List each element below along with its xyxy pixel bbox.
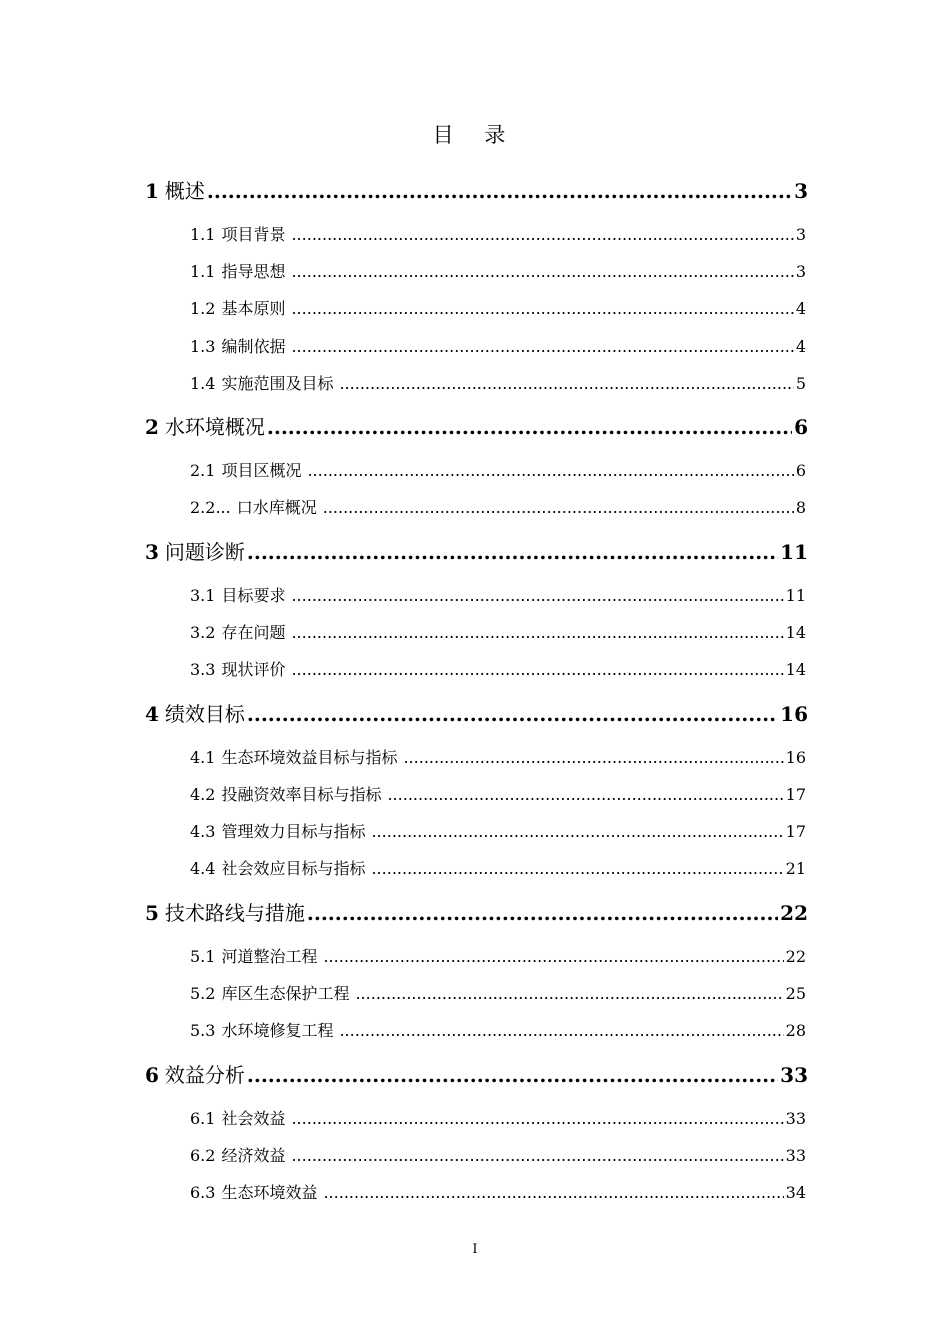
toc-section-entry[interactable] xyxy=(190,222,806,245)
toc-entry-title: 水环境修复工程 xyxy=(221,1021,334,1040)
toc-section-entry[interactable] xyxy=(190,782,806,805)
toc-entry-number: 2 xyxy=(145,415,159,439)
toc-entry-page: 28 xyxy=(785,1021,806,1040)
toc-dot-leader xyxy=(207,179,792,203)
toc-entry-number: 4.4 xyxy=(190,859,216,878)
toc-entry-page: 34 xyxy=(785,1183,806,1202)
toc-entry-label xyxy=(190,1143,285,1166)
toc-entry-title: 编制依据 xyxy=(221,337,286,356)
toc-entry-title: 概述 xyxy=(164,179,205,203)
toc-entry-number: 1.2 xyxy=(190,299,216,318)
toc-entry-label xyxy=(190,371,333,394)
toc-dot-leader xyxy=(371,822,783,841)
toc-dot-leader xyxy=(323,947,783,966)
toc-entry-number: 6.3 xyxy=(190,1183,216,1202)
toc-entry-title: 指导思想 xyxy=(221,262,286,281)
toc-entry-label xyxy=(190,819,365,842)
toc-dot-leader xyxy=(291,1109,783,1128)
toc-dot-leader xyxy=(291,262,793,281)
toc-dot-leader xyxy=(323,1183,783,1202)
toc-section-entry[interactable] xyxy=(190,856,806,879)
toc-entry-title: 社会效应目标与指标 xyxy=(221,859,366,878)
toc-entry-number: 5 xyxy=(145,901,159,925)
toc-section-entry[interactable] xyxy=(190,1018,806,1041)
toc-section-entry[interactable] xyxy=(190,458,806,481)
toc-dot-leader xyxy=(307,901,778,925)
toc-dot-leader xyxy=(247,1063,778,1087)
toc-entry-number: 4 xyxy=(145,702,159,726)
toc-entry-page: 25 xyxy=(785,984,806,1003)
toc-section-entry[interactable] xyxy=(190,334,806,357)
toc-chapter-entry[interactable] xyxy=(145,897,808,926)
toc-dot-leader xyxy=(291,1146,783,1165)
toc-entry-label xyxy=(190,782,381,805)
toc-entry-page: 6 xyxy=(795,461,806,480)
toc-section-entry[interactable] xyxy=(190,296,806,319)
toc-dot-leader xyxy=(291,623,783,642)
toc-entry-title: 技术路线与措施 xyxy=(164,901,305,925)
toc-entry-page: 14 xyxy=(785,660,806,679)
toc-entry-number: 5.2 xyxy=(190,984,216,1003)
toc-dot-leader xyxy=(247,540,778,564)
toc-dot-leader xyxy=(339,374,793,393)
toc-section-entry[interactable] xyxy=(190,981,806,1004)
toc-dot-leader xyxy=(247,702,778,726)
toc-entry-page: 22 xyxy=(780,901,808,925)
toc-dot-leader xyxy=(291,586,783,605)
toc-entry-page: 3 xyxy=(795,225,806,244)
toc-entry-number: 4.1 xyxy=(190,748,216,767)
toc-entry-page: 8 xyxy=(795,498,806,517)
toc-section-entry[interactable] xyxy=(190,819,806,842)
page-number: I xyxy=(472,1242,478,1257)
toc-entry-label xyxy=(190,1106,285,1129)
toc-entry-number: 4.3 xyxy=(190,822,216,841)
toc-dot-leader xyxy=(291,660,783,679)
toc-entry-page: 4 xyxy=(795,337,806,356)
toc-entry-label xyxy=(190,583,285,606)
toc-entry-number: 1.1 xyxy=(190,225,216,244)
toc-dot-leader xyxy=(267,415,792,439)
toc-entry-page: 11 xyxy=(780,540,808,564)
page-title: 目 录 xyxy=(432,123,518,147)
toc-entry-number: 2.2... xyxy=(190,498,231,517)
toc-entry-number: 3 xyxy=(145,540,159,564)
toc-chapter-entry[interactable] xyxy=(145,536,808,565)
toc-entry-page: 21 xyxy=(785,859,806,878)
toc-entry-label xyxy=(190,1018,333,1041)
toc-entry-title: 绩效目标 xyxy=(164,702,245,726)
toc-section-entry[interactable] xyxy=(190,583,806,606)
toc-entry-title: 生态环境效益目标与指标 xyxy=(221,748,398,767)
toc-entry-number: 3.1 xyxy=(190,586,216,605)
toc-entry-page: 33 xyxy=(780,1063,808,1087)
toc-entry-title: 社会效益 xyxy=(221,1109,286,1128)
toc-entry-number: 5.3 xyxy=(190,1021,216,1040)
toc-entry-page: 16 xyxy=(780,702,808,726)
toc-entry-number: 4.2 xyxy=(190,785,216,804)
toc-entry-label xyxy=(190,222,285,245)
toc-entry-title: 存在问题 xyxy=(221,623,286,642)
toc-entry-label xyxy=(190,944,317,967)
toc-dot-leader xyxy=(371,859,783,878)
toc-entry-title: 水环境概况 xyxy=(164,415,265,439)
toc-entry-label xyxy=(145,536,245,565)
toc-entry-page: 4 xyxy=(795,299,806,318)
toc-entry-label xyxy=(190,657,285,680)
toc-entry-page: 17 xyxy=(785,785,806,804)
toc-entry-label xyxy=(190,981,349,1004)
toc-section-entry[interactable] xyxy=(190,745,806,768)
toc-entry-label xyxy=(190,296,285,319)
toc-section-entry[interactable] xyxy=(190,371,806,394)
toc-entry-number: 3.3 xyxy=(190,660,216,679)
toc-chapter-entry[interactable] xyxy=(145,175,808,204)
toc-entry-label xyxy=(145,698,245,727)
toc-dot-leader xyxy=(307,461,793,480)
toc-entry-page: 16 xyxy=(785,748,806,767)
toc-entry-number: 1.1 xyxy=(190,262,216,281)
toc-entry-page: 17 xyxy=(785,822,806,841)
toc-section-entry[interactable] xyxy=(190,620,806,643)
toc-entry-title: 效益分析 xyxy=(164,1063,245,1087)
toc-entry-page: 33 xyxy=(785,1146,806,1165)
toc-entry-title: 项目区概况 xyxy=(221,461,302,480)
toc-entry-title: 目标要求 xyxy=(221,586,286,605)
toc-entry-number: 6 xyxy=(145,1063,159,1087)
toc-entry-page: 11 xyxy=(785,586,806,605)
toc-dot-leader xyxy=(291,225,793,244)
toc-entry-label xyxy=(190,334,285,357)
toc-dot-leader xyxy=(387,785,783,804)
toc-dot-leader xyxy=(355,984,783,1003)
toc-entry-page: 3 xyxy=(795,262,806,281)
toc-entry-page: 33 xyxy=(785,1109,806,1128)
toc-section-entry[interactable] xyxy=(190,1143,806,1166)
toc-dot-leader xyxy=(323,498,794,517)
toc-entry-page: 3 xyxy=(794,179,808,203)
toc-chapter-entry[interactable] xyxy=(145,698,808,727)
toc-entry-title: 投融资效率目标与指标 xyxy=(221,785,382,804)
toc-entry-label xyxy=(145,1059,245,1088)
toc-entry-title: 实施范围及目标 xyxy=(221,374,334,393)
toc-entry-label xyxy=(190,745,397,768)
toc-entry-title: 基本原则 xyxy=(221,299,286,318)
toc-entry-number: 2.1 xyxy=(190,461,216,480)
toc-section-entry[interactable] xyxy=(190,495,806,518)
toc-dot-leader xyxy=(291,299,793,318)
toc-chapter-entry[interactable] xyxy=(145,1059,808,1088)
toc-entry-number: 1.4 xyxy=(190,374,216,393)
toc-entry-title: 库区生态保护工程 xyxy=(221,984,350,1003)
toc-entry-number: 1.3 xyxy=(190,337,216,356)
toc-entry-page: 6 xyxy=(794,415,808,439)
toc-entry-page: 5 xyxy=(795,374,806,393)
toc-section-entry[interactable] xyxy=(190,259,806,282)
toc-entry-title: 生态环境效益 xyxy=(221,1183,318,1202)
toc-entry-label xyxy=(190,495,317,518)
toc-entry-title: 问题诊断 xyxy=(164,540,245,564)
toc-entry-number: 6.1 xyxy=(190,1109,216,1128)
toc-entry-label xyxy=(145,411,265,440)
toc-entry-label xyxy=(190,1180,317,1203)
toc-dot-leader xyxy=(403,748,783,767)
toc-section-entry[interactable] xyxy=(190,1180,806,1203)
toc-entry-number: 6.2 xyxy=(190,1146,216,1165)
toc-section-entry[interactable] xyxy=(190,657,806,680)
toc-chapter-entry[interactable] xyxy=(145,411,808,440)
toc-entry-title: 经济效益 xyxy=(221,1146,286,1165)
toc-entry-label xyxy=(190,856,365,879)
toc-entry-number: 1 xyxy=(145,179,159,203)
toc-entry-page: 14 xyxy=(785,623,806,642)
toc-entry-page: 22 xyxy=(785,947,806,966)
toc-entry-number: 5.1 xyxy=(190,947,216,966)
toc-entry-label xyxy=(145,897,305,926)
toc-entry-label xyxy=(190,259,285,282)
toc-entry-title: 项目背景 xyxy=(221,225,286,244)
toc-dot-leader xyxy=(291,337,793,356)
toc-dot-leader xyxy=(339,1021,783,1040)
toc-entry-label xyxy=(190,620,285,643)
toc-section-entry[interactable] xyxy=(190,1106,806,1129)
toc-entry-title: 河道整治工程 xyxy=(221,947,318,966)
toc-entry-label xyxy=(145,175,205,204)
toc-entry-title: 口水库概况 xyxy=(236,498,317,517)
toc-entry-label xyxy=(190,458,301,481)
toc-entry-title: 管理效力目标与指标 xyxy=(221,822,366,841)
toc-entry-number: 3.2 xyxy=(190,623,216,642)
toc-entry-title: 现状评价 xyxy=(221,660,286,679)
toc-section-entry[interactable] xyxy=(190,944,806,967)
